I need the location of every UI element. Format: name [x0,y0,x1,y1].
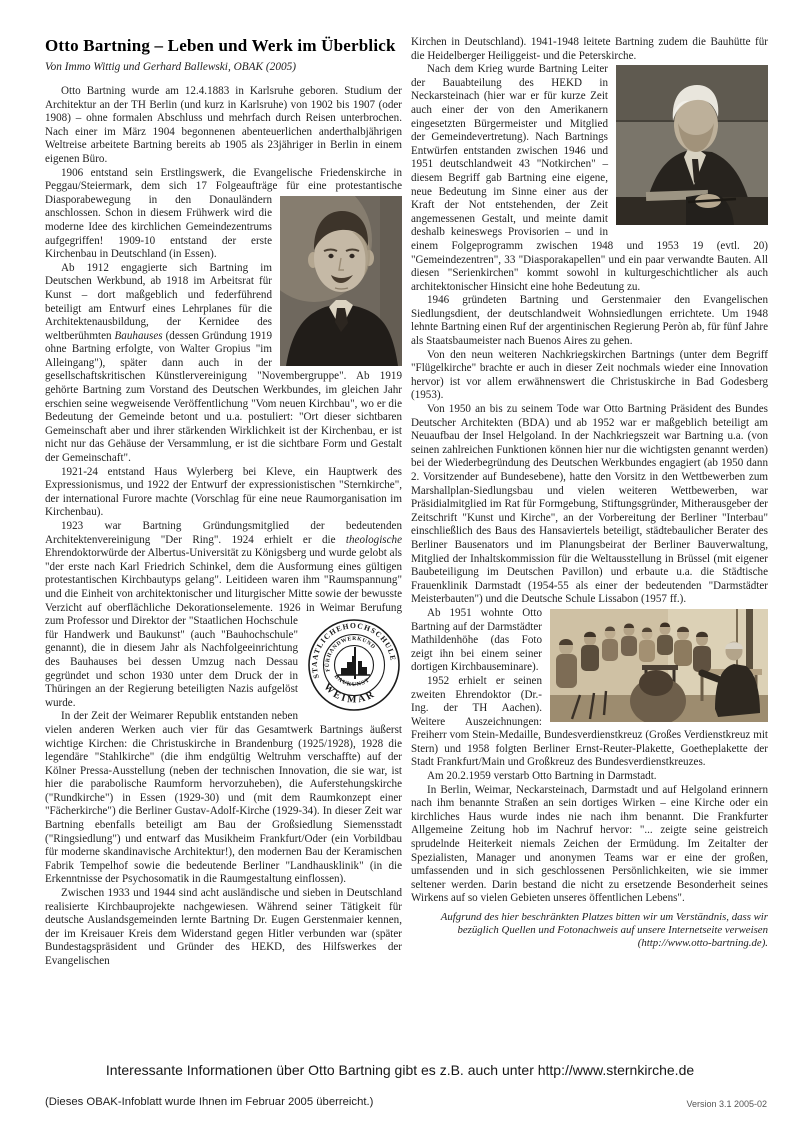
otto-bartning-portrait-photo [280,196,402,366]
bartning-at-desk-photo [616,65,768,225]
italic-bauhaus: Bauhauses [114,329,163,342]
two-column-layout [45,36,768,969]
paragraph-bda-praesident: Von 1950 an bis zu seinem Tode war Otto Bartning Präsident des Bundes Deutscher Architekten (BDA) und ab 1952 war er maßgeblich beteiligt am Neuaufbau der Insel Helgoland. In der Nachkriegszeit war Bartning u.a. (von seinen zahlreichen Funktionen können hier nur die wichtigsten genannt werden) bei der Wiederbegründung des Deutschen Werkbundes engagiert (ab 1950 dann 2. Vorsitzender auf Bundesebene), hatte den Vorsitz in den Wettbewerben zum Marshallplan-Siedlungsbau und vielen weiteren Wettbewerben, war Präsidialmitglied im Rat für Formgebung, Stiftungsgründer, Mitherausgeber der Zeitschrift "Kunst und Kirche", an der Vorbereitung der Berliner "Interbau" einschließlich des Baus des Hansaviertels beteiligt, städtebaulicher Berater des Berliner Bausenators und im Planungsbeirat der Berliner Bauverwaltung, Mitglied der Inhaltskommission für die Weltausstellung in Brüssel (mit eigener Baubeteiligung im Deutschen Pavillon) und erbaute u.a. die Städtische Frauenklinik Darmstadt (1954-55 als einer der bedeutenden "Darmstädter Meisterbauten") und die Deutsche Schule Lissabon (1957 ff.). [411,403,768,606]
paragraph-1933-1944: Zwischen 1933 und 1944 sind acht ausländische und sieben in Deutschland realisierte Kirchbauprojekte nachgewiesen. Während seiner Tätigkeit für deutsche Auslandsgemeinden lernte Bartning Dr. Eugen Gerstenmaier kennen, der im Kreisauer Kreis dem Widerstand gegen Hitler verbunden war (später Bundestagspräsident und Gründer des HEKD, des Hilfswerkes der Evangelischen [45,887,402,967]
byline: Von Immo Wittig und Gerhard Ballewski, OBAK (2005) [45,61,297,73]
source-note: Aufgrund des hier beschränkten Platzes bitten wir um Verständnis, dass wir bezüglich Quellen und Fotonachweis auf unsere Internetseite verweisen (http://www.otto-bartning.de). [440,911,768,950]
info-line: Interessante Informationen über Otto Bartning gibt es z.B. auch unter http://www.sternkirche.de [105,1062,695,1078]
svg-text:BAUKUNST [333,674,372,688]
left-column [45,36,402,969]
seal-text-inner-bottom: BAUKUNST [332,673,372,689]
paragraph-der-ring: 1923 war Bartning Gründungsmitglied der bedeutenden Architektenvereinigung "Der Ring". 1924 erhielt er die theologische Ehrendoktorwürde der Albertus-Universität zu Königsberg und wurde gelobt als "der erste nach Karl Friedrich Schinkel, dem die Ausformung eines gültigen protestantischen Kirchbautyps gelang". Leitideen waren ihm "Raumspannung" und die Einheit von architektonischer und liturgischer Mitte sowie der bewusste Verzicht auf oberflächliche Dekorationselemente. 1926 in Weimar STAATLICHEHOCHSCHULE WEIMAR FÜRHANDWERKUND BAUKUNST Berufung zum Professor und Direktor der "Staatlichen Hochschule für Handwerk und Baukunst" (auch "Bauhochschule" genannt), die in diesem Jahr als Nachfolgeeinrichtung des Bauhauses bei dessen Umzug nach Dessau gegründet und schon 1930 unter dem Druck der in Thüringen an der Regierung beteiligten Nazis aufgelöst wurde. [45,520,402,710]
paragraph-early-work: 1906 entstand sein Erstlingswerk, die Evangelische Friedenskirche in Peggau/Steiermark, dem sich 17 Folgeaufträge für eine protestantische Diasporabewegung in den Donauländern anschlossen. Schon in diesem Frühwerk wird die moderne Idee des kirchlichen Gemeindezentrums aufgegriffen! 1909-10 entstand der erste Kirchenbau in Deutschland (in Essen). [45,167,402,262]
seminar-photo-illustration [550,609,768,722]
seal-text-inner-top: FÜRHANDWERKUND [324,636,377,673]
paragraph-weimar-republik: In der Zeit der Weimarer Republik entstanden neben vielen anderen Werken auch vier für das Gesamtwerk Bartnings äußerst wichtige Kirchen: die Christuskirche in Brandenburg (1925/1928), 1928 die legendäre "Stahlkirche" (die ihm endgültig Weltruhm verschaffte) auf der Kölner Pressa-Ausstellung (neben der technischen Innovation, die sie war, ist hier die parabolische Raumform hervorzuheben), die Auferstehungskirche ("Rundkirche") in Essen (1929-30) und (mit dem Raumkonzept einer "Fächerkirche") die Berliner Gustav-Adolf-Kirche (1929-34). In dieser Zeit war Bartning ebenfalls beteiligt am Bau der Großsiedlung Siemensstadt ("Ringsiedlung") und entwarf das Musikheim Frankfurt/Oder (ein Vorbildbau für moderne skandinavische Architektur!), den modernen Bau der Keramischen Fabrik Tempelhof sowie die bedeutende Berliner "Landhausklinik" (in die Erkenntnisse der Psychosomatik in die Raumgestaltung einflossen). [45,710,402,886]
desk-photo-illustration [616,65,768,225]
footer-version: Version 3.1 2005-02 [686,1099,767,1109]
italic-theologische: theologische [345,533,402,546]
paragraph-mathildenhoehe: Ab 1951 wohnte Otto Bartning auf der Darmstädter Mathildenhöhe (das Foto zeigt ihn bei einem seiner dortigen Kirchbauseminare). [411,607,768,675]
paragraph-nachruf: In Berlin, Weimar, Neckarsteinach, Darmstadt und auf Helgoland erinnern nach ihm benannte Straßen an sein dortiges Wirken – eine Kirche oder ein kirchliches Haus wurde indes nie nach ihm benannt. Die Frankfurter Allgemeine Zeitung hob im Nachruf hervor: "... zeigte seine geistreich sprudelnde Heiterkeit niemals Zeichen der Ermüdung. Im Zeitalter der Spezialisten, Manager und anonymen Teams war er eine der großen, umfassenden und in sich geschlossenen Persönlichkeiten, wie sie immer seltener werden. Darin bestand die nicht zu ersetzende Besonderheit seines Wirkens auf so vielen Gebieten unseres öffentlichen Lebens". [411,783,768,905]
paragraph-nach-dem-krieg: Nach dem Krieg wurde Bartning Leiter der Bauabteilung des HEKD in Neckarsteinach (hier war er für kurze Zeit auch einer der von den Amerikanern eingesetzten Bürgermeister und Mitglied der Gemeindevertretung). Nach Bartnings Entwürfen entstanden zwischen 1946 und 1951 deutschlandweit 43 "Notkirchen" – diesem Begriff gab Bartning eine eigene, neue Bedeutung im Sinne einer aus der Kraft der Not entstehenden, der Zeit angemessenen Gestalt, und meinte damit deshalb keineswegs Provisorien – und in einem Folgeprogramm zwischen 1948 und 1953 19 (evtl. 20) "Gemeindezentren", 33 "Diasporakapellen" und ein paar verwandte Bauten. All diesen "Serienkirchen" kommt sowohl in kulturgeschichtlicher als auch architektonischer Hinsicht eine hohe Bedeutung zu. [411,63,768,293]
paragraph-ehrendoktor: 1952 erhielt er seinen zweiten Ehrendoktor (Dr.-Ing. der TH Aachen). Weitere Auszeichnungen: Freiherr vom Stein-Medaille, Bundesverdienstkreuz (Großes Verdienstkreuz mit Stern) und 1958 folgten Berliner Ernst-Reuter-Plakette, Goetheplakette der Stadt Frankfurt/Main und Großkreuz des Bundesverdienstkreuzes. [411,674,768,769]
page-title: Otto Bartning – Leben und Werk im Überblick [45,36,396,55]
kirchbauseminar-group-photo [550,609,768,722]
hochschule-weimar-seal [306,617,402,713]
seal-illustration [306,617,402,713]
paragraph-werkbund: Ab 1912 engagierte sich Bartning im Deutschen Werkbund, ab 1918 im Arbeitsrat für Kunst – dort maßgeblich und federführend beteiligt am Entwurf eines Lehrplanes für die Architektenausbildung, der Kernidee des weltberühmten Bauhauses (dessen Gründung 1919 ohne Bartning erfolgte, von Walter Gropius "im Alleingang"), später dann auch in der gesellschaftskritischen Künstlervereinigung "Novembergruppe". Ab 1919 gehörte Bartning zum Vorstand des Deutschen Werkbundes, im gleichen Jahr erschien seine wegweisende Veröffentlichung "Vom neuen Kirchbau", wo er die Bedeutung der Gemeinde betont und u.a. postuliert: "Ort dieser sichtbaren Gemeinschaft aber und ihrer stärkenden Wirklichkeit ist der Kirchenbau, er ist nicht nur das Gehäuse der Versammlung, er ist die sichtbare Form und Gestalt der Gemeinschaft". [45,261,402,465]
portrait-photo-illustration [280,196,402,366]
right-column [411,36,768,969]
paragraph-siedlungsdienst: 1946 gründeten Bartning und Gerstenmaier den Evangelischen Siedlungsdient, der deutschlandweit Wohnsiedlungen errichtete. Um 1948 lehnte Bartning einen Ruf der argentinischen Regierung Peròn ab, für fünf Jahre als Staatsbaumeister nach Buenos Aires zu gehen. [411,294,768,348]
paragraph-wylerberg: 1921-24 entstand Haus Wylerberg bei Kleve, ein Hauptwerk des Expressionismus, und 1922 der Entwurf der expressionistischen "Sternkirche", der international Furore machte (Vorschlag für eine neue Raumorganisation im Kirchenbau). [45,465,402,519]
paragraph-continuation: Kirchen in Deutschland). 1941-1948 leitete Bartning zudem die Bauhütte für die Heidelberger Heiliggeist- und die Peterskirche. [411,36,768,62]
paragraph-nachkriegskirchen: Von den neun weiteren Nachkriegskirchen Bartnings (unter dem Begriff "Flügelkirche" brachte er auch in dieser Zeit nochmals wieder eine Innovation hervor) ist vor allem erwähnenswert die Christuskirche in Bad Godesberg (1953). [411,348,768,402]
footer-handout-note: (Dieses OBAK-Infoblatt wurde Ihnen im Februar 2005 überreicht.) [45,1096,374,1108]
paragraph-birth: Otto Bartning wurde am 12.4.1883 in Karlsruhe geboren. Studium der Architektur an der TH Berlin (und kurz in Karlsruhe) von 1902 bis 1907 (oder 1908) – ohne formalen Abschluss und mehrfach durch Reisen unterbrochen. Nach einer im März 1904 begonnenen abenteuerlichen anderthalbjährigen Weltreise arbeitete Bartning bereits ab 1905 als 23jähriger in Berlin in einem eigenen Büro. [45,85,402,165]
seal-text-weimar: WEIMAR [321,681,378,706]
seal-text-outer: STAATLICHEHOCHSCHULE [309,621,398,680]
paragraph-tod: Am 20.2.1959 verstarb Otto Bartning in Darmstadt. [427,770,657,783]
